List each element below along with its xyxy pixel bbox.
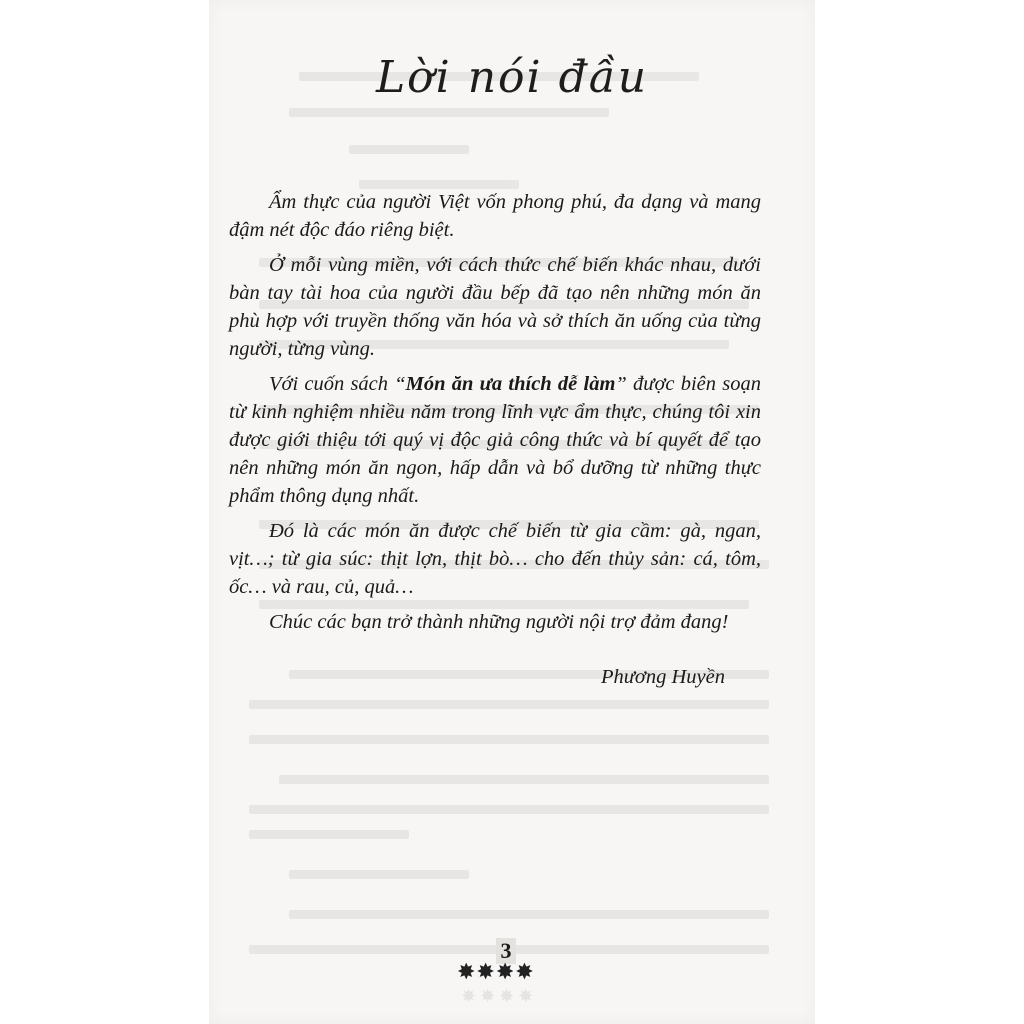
paragraph-dishes: Đó là các món ăn được chế biến từ gia cầm: gà, ngan, vịt…; từ gia súc: thịt lợn, thịt bò… cho đến thủy sản: cá, tôm, ốc… và rau, củ, quả… xyxy=(229,520,761,598)
star-ornament-shadow: ✸✸✸✸ xyxy=(461,986,538,1007)
paragraph-book xyxy=(229,370,761,510)
author-signature: Phương Huyền xyxy=(600,666,725,688)
paragraph-book-lead: Với cuốn sách “ xyxy=(269,373,406,395)
preface-body xyxy=(229,188,761,643)
star-ornament: ✸✸✸✸ xyxy=(457,960,535,985)
paragraph-book-rest: ” được biên soạn từ kinh nghiệm nhiều năm trong lĩnh vực ẩm thực, chúng tôi xin được giới thiệu tới quý vị độc giả công thức và bí quyết để tạo nên những món ăn ngon, hấp dẫn và bổ dưỡng từ những thực phẩm thông dụng nhất. xyxy=(229,373,761,507)
page-title: Lời nói đầu xyxy=(375,52,649,103)
paragraph-wish: Chúc các bạn trở thành những người nội trợ đảm đang! xyxy=(269,611,729,633)
page-number: 3 xyxy=(496,938,516,964)
paragraph-intro: Ẩm thực của người Việt vốn phong phú, đa dạng và mang đậm nét độc đáo riêng biệt. xyxy=(229,191,761,241)
paragraph-regions: Ở mỗi vùng miền, với cách thức chế biến khác nhau, dưới bàn tay tài hoa của người đầu bếp đã tạo nên những món ăn phù hợp với truyền thống văn hóa và sở thích ăn uống của từng người, từng vùng. xyxy=(229,254,761,360)
book-title: Món ăn ưa thích dễ làm xyxy=(405,373,616,395)
book-page xyxy=(209,0,815,1024)
